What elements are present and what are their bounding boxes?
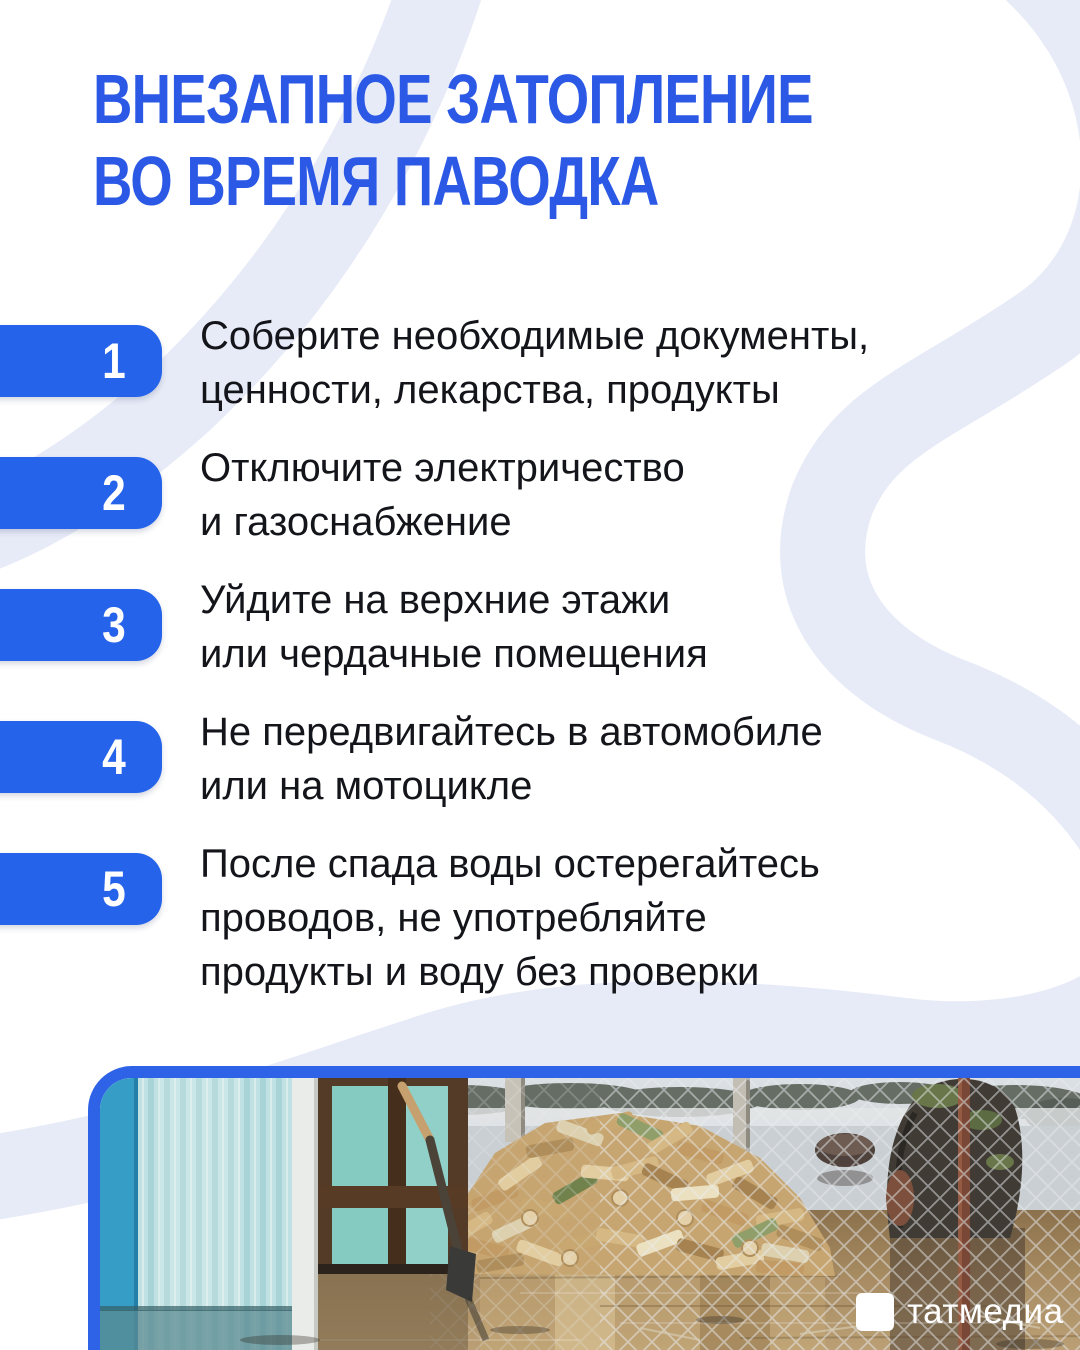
step-text-line: или на мотоцикле — [200, 764, 533, 808]
tatmedia-logo — [856, 1292, 1064, 1332]
step-text-4 — [200, 705, 1060, 813]
step-text-line: продукты и воду без проверки — [200, 950, 760, 994]
step-text-3 — [200, 573, 1060, 681]
step-text-line: Уйдите на верхние этажи — [200, 578, 671, 622]
step-number-badge-3 — [0, 589, 162, 661]
step-number: 1 — [102, 333, 126, 389]
step-number-badge-5 — [0, 853, 162, 925]
step-text-line: ценности, лекарства, продукты — [200, 368, 780, 412]
step-text-2 — [200, 441, 1060, 549]
step-number: 2 — [102, 465, 126, 521]
step-number: 4 — [102, 729, 126, 785]
flood-photo — [88, 1066, 1080, 1350]
title-line-2: ВО ВРЕМЯ ПАВОДКА — [93, 142, 659, 220]
tatmedia-logo-square-icon — [856, 1293, 894, 1331]
step-text-line: Отключите электричество — [200, 446, 685, 490]
step-text-1 — [200, 309, 1060, 417]
step-text-line: или чердачные помещения — [200, 632, 708, 676]
step-number: 5 — [102, 861, 126, 917]
page-title — [93, 58, 813, 222]
step-number-badge-2 — [0, 457, 162, 529]
step-number: 3 — [102, 597, 126, 653]
step-text-line: Не передвигайтесь в автомобиле — [200, 710, 823, 754]
step-text-line: и газоснабжение — [200, 500, 512, 544]
step-number-badge-4 — [0, 721, 162, 793]
step-text-line: После спада воды остерегайтесь — [200, 842, 820, 886]
step-text-line: Соберите необходимые документы, — [200, 314, 870, 358]
tatmedia-logo-text: татмедиа — [907, 1292, 1064, 1331]
step-number-badge-1 — [0, 325, 162, 397]
step-text-line: проводов, не употребляйте — [200, 896, 707, 940]
title-line-1: ВНЕЗАПНОЕ ЗАТОПЛЕНИЕ — [93, 60, 813, 138]
step-text-5 — [200, 837, 1060, 999]
